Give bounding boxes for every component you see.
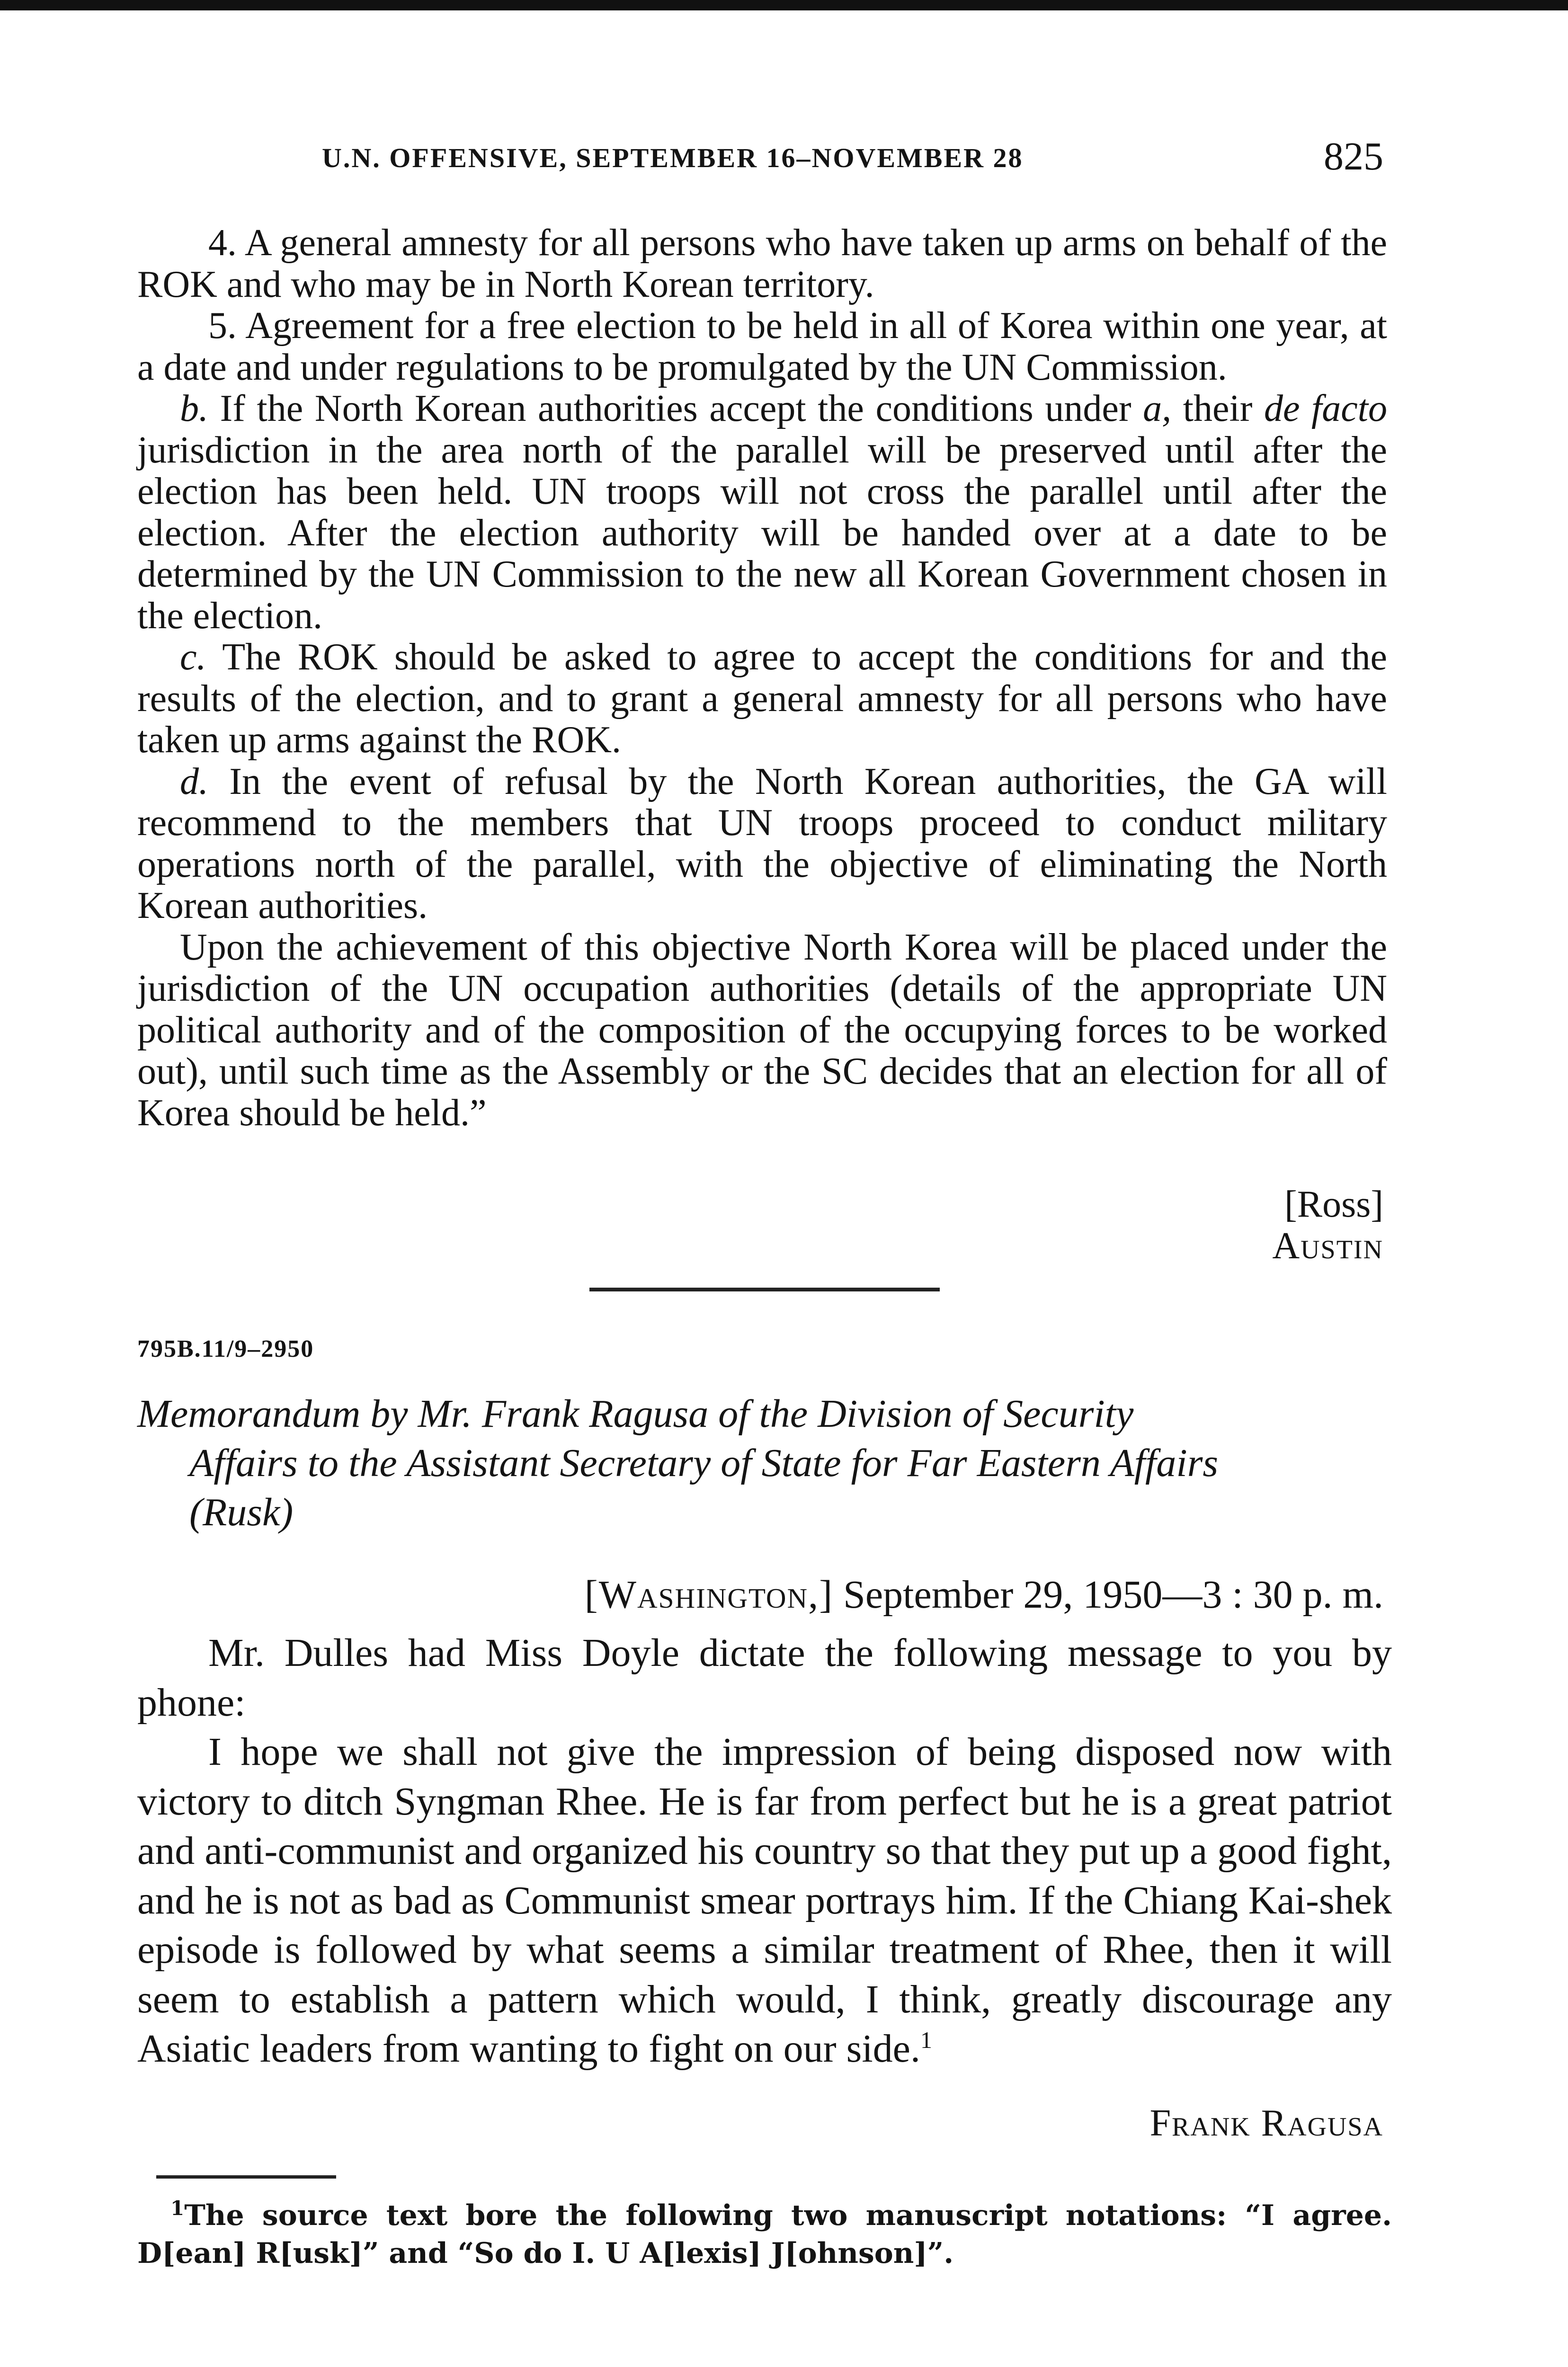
memo-title-line-2: Affairs to the Assistant Secretary of State for Far Eastern Affairs xyxy=(189,1441,1219,1485)
footnote-number: 1 xyxy=(170,2197,185,2220)
paragraph-b-defacto: de facto xyxy=(1264,388,1388,429)
memo-body xyxy=(137,1628,1392,2074)
paragraph-election-agreement: 5. Agreement for a free election to be held in all of Korea within one year, at a date and under regulations to be promulgated by the UN Commission. xyxy=(137,305,1387,388)
section-divider xyxy=(589,1288,940,1291)
footnote-text: The source text bore the following two manuscript notations: “I agree. D[ean] R[usk]” and “So do I. U A[lexis] J[ohnson]”. xyxy=(137,2199,1392,2270)
paragraph-d xyxy=(137,761,1387,927)
memo-title-line-1: Memorandum by Mr. Frank Ragusa of the Division of Security xyxy=(137,1392,1134,1436)
paragraph-closing: Upon the achievement of this objective North Korea will be placed under the jurisdiction of the UN occupation authorities (details of the appropriate UN political authority and of the composition of the occupying forces to be worked out), until such time as the Assembly or the SC decides that an election for all of Korea should be held.” xyxy=(137,926,1387,1134)
paragraph-b-mid: their xyxy=(1171,388,1264,429)
signature-bracket: [Ross] xyxy=(1284,1184,1383,1225)
memo-paragraph-2-text: I hope we shall not give the impression of being disposed now with victory to ditch Syngman Rhee. He is far from perfect but he is a great patriot and anti-communist and organized his country so that they put up a good fight, and he is not as bad as Communist smear portrays him. If the Chiang Kai-shek episode is followed by what seems a similar treatment of Rhee, then it will seem to establish a pattern which would, I think, greatly discourage any Asiatic leaders from wanting to fight on our side. xyxy=(137,1730,1392,2071)
footnote-paragraph xyxy=(137,2197,1392,2272)
paragraph-b-letter: b. xyxy=(180,388,208,429)
paragraph-c xyxy=(137,637,1387,761)
dateline-place: [Washington,] xyxy=(584,1573,834,1617)
memo-paragraph-1: Mr. Dulles had Miss Doyle dictate the following message to you by phone: xyxy=(137,1631,1392,1725)
signature-austin: Austin xyxy=(1272,1225,1383,1267)
upper-text-block xyxy=(137,222,1387,1134)
footnote-rule xyxy=(156,2175,336,2179)
running-head: U.N. OFFENSIVE, SEPTEMBER 16–NOVEMBER 28 xyxy=(322,142,1024,173)
footnote xyxy=(137,2197,1392,2272)
memo-signature: Frank Ragusa xyxy=(1149,2102,1383,2144)
paragraph-b-post: jurisdiction in the area north of the parallel will be preserved until after the election has been held. UN troops will not cross the parallel until after the election. After the election authority will be handed over at a date to be determined by the UN Commission to the new all Korean Government chosen in the election. xyxy=(137,429,1387,637)
memo-paragraph-2 xyxy=(137,1727,1392,2074)
paragraph-b-ref: a, xyxy=(1143,388,1172,429)
telegram-signature-block xyxy=(1272,1184,1383,1267)
page-number: 825 xyxy=(1324,134,1383,178)
file-reference: 795B.11/9–2950 xyxy=(137,1335,314,1362)
paragraph-d-text: In the event of refusal by the North Korean authorities, the GA will recommend to the members that UN troops proceed to conduct military operations north of the parallel, with the objective of eliminating the North Korean authorities. xyxy=(137,760,1388,926)
paragraph-c-letter: c. xyxy=(180,636,206,678)
paragraph-b xyxy=(137,388,1387,637)
dateline-date: September 29, 1950—3 : 30 p. m. xyxy=(833,1573,1383,1617)
paragraph-amnesty: 4. A general amnesty for all persons who have taken up arms on behalf of the ROK and who may be in North Korean territory. xyxy=(137,222,1387,305)
memo-title-line-3: (Rusk) xyxy=(189,1490,294,1534)
paragraph-c-text: The ROK should be asked to agree to accept the conditions for and the results of the election, and to grant a general amnesty for all persons who have taken up arms against the ROK. xyxy=(137,636,1388,761)
memo-title xyxy=(137,1389,1397,1537)
footnote-marker: 1 xyxy=(920,2027,932,2053)
dateline xyxy=(585,1572,1383,1618)
paragraph-b-pre: If the North Korean authorities accept the conditions under xyxy=(220,388,1143,429)
paragraph-d-letter: d. xyxy=(180,760,208,802)
